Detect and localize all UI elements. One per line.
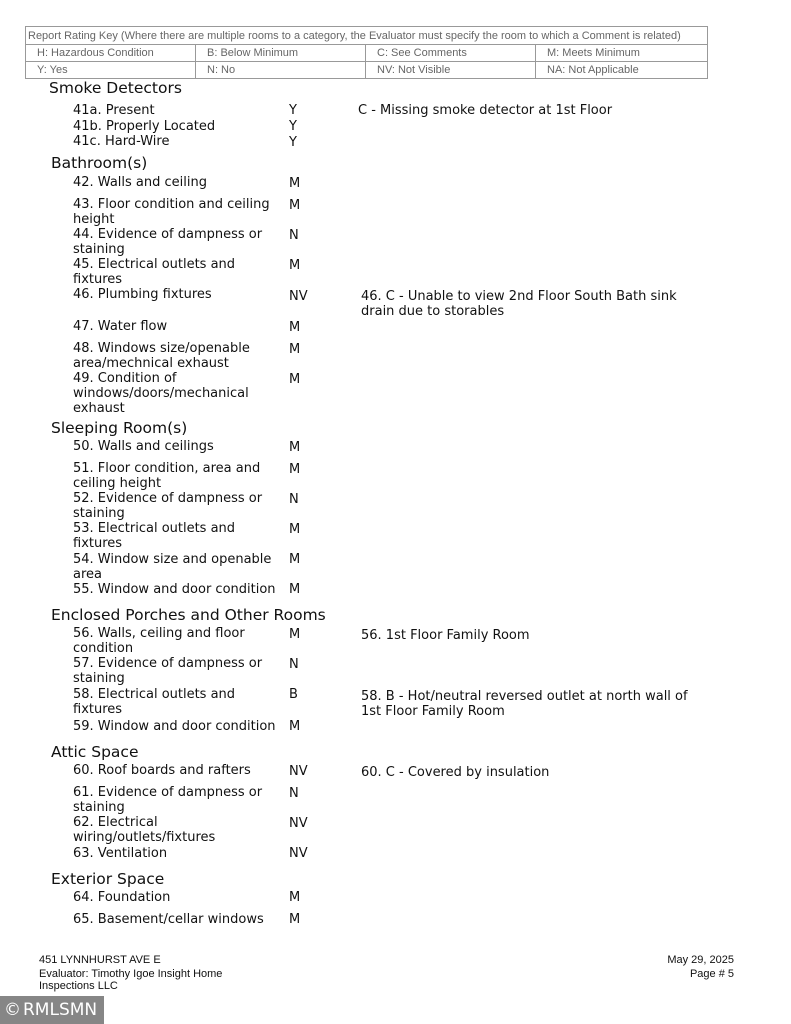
item-label: 55. Window and door condition bbox=[73, 582, 276, 597]
footer-date: May 29, 2025 bbox=[667, 954, 734, 966]
rating-key-table bbox=[25, 26, 708, 79]
item-rating: B bbox=[289, 687, 298, 702]
item-rating: M bbox=[289, 552, 301, 567]
copyright-icon: © bbox=[4, 1000, 21, 1020]
key-no: N: No bbox=[196, 62, 366, 79]
item-label: 47. Water flow bbox=[73, 319, 168, 334]
watermark bbox=[0, 996, 104, 1024]
item-label: 51. Floor condition, area and ceiling height bbox=[73, 461, 261, 491]
item-rating: Y bbox=[289, 119, 297, 134]
item-rating: M bbox=[289, 582, 301, 597]
item-label: 50. Walls and ceilings bbox=[73, 439, 214, 454]
item-rating: N bbox=[289, 228, 299, 243]
key-hazardous: H: Hazardous Condition bbox=[26, 45, 196, 62]
item-rating: Y bbox=[289, 103, 297, 118]
item-comment: 56. 1st Floor Family Room bbox=[361, 628, 530, 643]
item-label: 41b. Properly Located bbox=[73, 119, 216, 134]
item-label: 57. Evidence of dampness or staining bbox=[73, 656, 263, 686]
item-label: 42. Walls and ceiling bbox=[73, 175, 207, 190]
item-rating: NV bbox=[289, 846, 308, 861]
item-rating: M bbox=[289, 522, 301, 537]
key-see-comments: C: See Comments bbox=[366, 45, 536, 62]
item-comment: 60. C - Covered by insulation bbox=[361, 765, 550, 780]
item-rating: M bbox=[289, 320, 301, 335]
item-label: 52. Evidence of dampness or staining bbox=[73, 491, 263, 521]
item-label: 64. Foundation bbox=[73, 890, 171, 905]
item-rating: M bbox=[289, 198, 301, 213]
footer-address: 451 LYNNHURST AVE E bbox=[39, 954, 161, 966]
item-label: 59. Window and door condition bbox=[73, 719, 276, 734]
section-title-bathrooms: Bathroom(s) bbox=[51, 154, 148, 172]
section-title-exterior-space: Exterior Space bbox=[51, 870, 165, 888]
item-label: 65. Basement/cellar windows bbox=[73, 912, 264, 927]
key-below-minimum: B: Below Minimum bbox=[196, 45, 366, 62]
item-label: 54. Window size and openable area bbox=[73, 552, 272, 582]
item-label: 61. Evidence of dampness or staining bbox=[73, 785, 263, 815]
item-rating: M bbox=[289, 372, 301, 387]
item-label: 53. Electrical outlets and fixtures bbox=[73, 521, 236, 551]
key-not-visible: NV: Not Visible bbox=[366, 62, 536, 79]
item-rating: N bbox=[289, 492, 299, 507]
item-label: 60. Roof boards and rafters bbox=[73, 763, 251, 778]
item-rating: NV bbox=[289, 764, 308, 779]
item-comment: 46. C - Unable to view 2nd Floor South Bath sink drain due to storables bbox=[361, 289, 677, 319]
section-title-enclosed-porches: Enclosed Porches and Other Rooms bbox=[51, 606, 326, 624]
item-rating: Y bbox=[289, 135, 297, 150]
item-comment: 58. B - Hot/neutral reversed outlet at north wall of 1st Floor Family Room bbox=[361, 689, 688, 719]
section-title-smoke-detectors: Smoke Detectors bbox=[49, 79, 182, 97]
item-rating: NV bbox=[289, 816, 308, 831]
item-label: 46. Plumbing fixtures bbox=[73, 287, 212, 302]
item-rating: M bbox=[289, 440, 301, 455]
item-rating: M bbox=[289, 890, 301, 905]
item-rating: M bbox=[289, 342, 301, 357]
section-title-sleeping-rooms: Sleeping Room(s) bbox=[51, 419, 188, 437]
item-label: 63. Ventilation bbox=[73, 846, 168, 861]
item-label: 45. Electrical outlets and fixtures bbox=[73, 257, 236, 287]
item-rating: M bbox=[289, 719, 301, 734]
watermark-text: RMLSMN bbox=[23, 1000, 98, 1020]
key-not-applicable: NA: Not Applicable bbox=[536, 62, 708, 79]
item-label: 43. Floor condition and ceiling height bbox=[73, 197, 270, 227]
item-rating: M bbox=[289, 912, 301, 927]
item-rating: M bbox=[289, 258, 301, 273]
item-rating: M bbox=[289, 176, 301, 191]
section-title-attic-space: Attic Space bbox=[51, 743, 139, 761]
item-label: 48. Windows size/openable area/mechnical exhaust bbox=[73, 341, 250, 371]
footer-evaluator: Evaluator: Timothy Igoe Insight Home Inspections LLC bbox=[39, 968, 223, 992]
item-label: 49. Condition of windows/doors/mechanical exhaust bbox=[73, 371, 249, 416]
key-yes: Y: Yes bbox=[26, 62, 196, 79]
item-label: 62. Electrical wiring/outlets/fixtures bbox=[73, 815, 216, 845]
item-rating: N bbox=[289, 786, 299, 801]
item-rating: NV bbox=[289, 289, 308, 304]
footer-page-number: Page # 5 bbox=[689, 968, 734, 980]
item-label: 41a. Present bbox=[73, 103, 155, 118]
rating-key-title: Report Rating Key (Where there are multiple rooms to a category, the Evaluator must specify the room to which a Comment is related) bbox=[26, 27, 708, 45]
item-label: 41c. Hard-Wire bbox=[73, 134, 170, 149]
item-rating: N bbox=[289, 657, 299, 672]
item-comment: C - Missing smoke detector at 1st Floor bbox=[358, 103, 613, 118]
item-label: 56. Walls, ceiling and floor condition bbox=[73, 626, 245, 656]
item-rating: M bbox=[289, 627, 301, 642]
key-meets-minimum: M: Meets Minimum bbox=[536, 45, 708, 62]
item-label: 58. Electrical outlets and fixtures bbox=[73, 687, 236, 717]
item-label: 44. Evidence of dampness or staining bbox=[73, 227, 263, 257]
item-rating: M bbox=[289, 462, 301, 477]
